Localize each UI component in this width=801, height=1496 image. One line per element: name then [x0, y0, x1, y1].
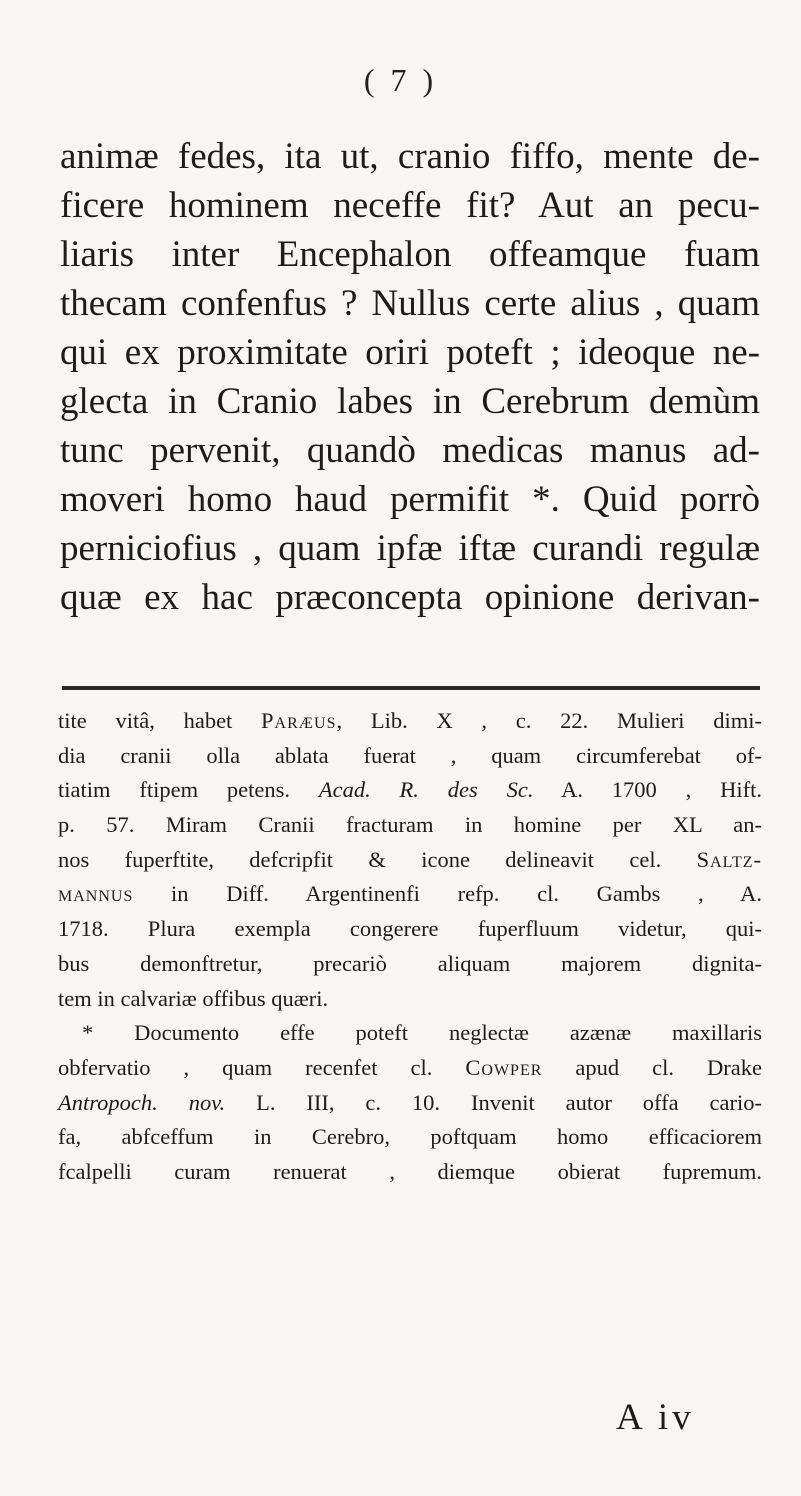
- footnote-text: tite vitâ, habet: [58, 708, 262, 733]
- footnote-line: * Documento effe poteft neglectæ azænæ maxillaris: [82, 1020, 762, 1046]
- footnote-line: bus demonftretur, precariò aliquam majorem dignita-: [58, 950, 762, 976]
- footnote-line: [58, 773, 762, 808]
- catchword-signature: A iv: [616, 1397, 695, 1438]
- footnote-line: [58, 843, 762, 878]
- author-name: mannus: [58, 881, 134, 907]
- main-text-line: tunc pervenit, quandò medicas manus ad-: [60, 430, 760, 471]
- main-text-line: perniciofius , quam ipfæ iftæ curandi regulæ: [60, 528, 760, 569]
- footnote-line: 1718. Plura exempla congerere fuperfluum videtur, qui-: [58, 916, 762, 942]
- footnote-line: dia cranii olla ablata fuerat , quam circumferebat of-: [58, 742, 762, 768]
- source-title: Antropoch. nov.: [58, 1089, 226, 1115]
- footnote-line: fcalpelli curam renuerat , diemque obierat fupremum.: [58, 1158, 762, 1184]
- footnote-text: apud cl. Drake: [542, 1054, 762, 1080]
- footnote-separator-rule: [62, 686, 760, 690]
- footnote-text: in Diff. Argentinenfi refp. cl. Gambs , A.: [133, 881, 762, 907]
- author-name: Cowper: [465, 1054, 543, 1080]
- page-number: ( 7 ): [363, 62, 438, 98]
- footnote-line: [58, 1086, 762, 1121]
- footnote-line: tem in calvariæ offibus quæri.: [58, 985, 329, 1011]
- main-text-line: ficere hominem neceffe fit? Aut an pecu-: [60, 185, 760, 226]
- footnote-text: tiatim ftipem petens.: [58, 777, 319, 803]
- main-text-line: thecam confenfus ? Nullus certe alius , quam: [60, 283, 760, 324]
- footnote-line: fa, abfceffum in Cerebro, poftquam homo efficaciorem: [58, 1124, 762, 1150]
- main-text-line: glecta in Cranio labes in Cerebrum demùm: [60, 381, 760, 422]
- main-text-line: liaris inter Encephalon offeamque fuam: [60, 234, 760, 275]
- main-text-block: [60, 132, 760, 622]
- author-name: Paræus: [261, 708, 337, 733]
- footnote-line: [58, 1051, 762, 1086]
- footnote-line: [58, 877, 762, 912]
- footnote-text: L. III, c. 10. Invenit autor offa cario-: [225, 1089, 762, 1115]
- footnote-text: obfervatio , quam recenfet cl.: [58, 1054, 466, 1080]
- footnote-text: A. 1700 , Hift.: [533, 777, 762, 803]
- main-text-line: qui ex proximitate oriri poteft ; ideoque ne-: [60, 332, 760, 373]
- footnotes-block: [58, 704, 762, 1190]
- author-name: Saltz-: [696, 846, 762, 872]
- footnote-text: , Lib. X , c. 22. Mulieri dimi-: [336, 708, 762, 733]
- footnote-line: p. 57. Miram Cranii fracturam in homine per XL an-: [58, 812, 762, 838]
- footnote-text: nos fuperftite, defcripfit & icone delineavit cel.: [58, 846, 697, 872]
- main-text-line: moveri homo haud permifit *. Quid porrò: [60, 479, 760, 520]
- source-title: Acad. R. des Sc.: [318, 777, 534, 803]
- footnote-line: [58, 704, 762, 739]
- main-text-line: animæ fedes, ita ut, cranio fiffo, mente de-: [60, 136, 760, 177]
- main-text-line: quæ ex hac præconcepta opinione derivan-: [60, 577, 760, 618]
